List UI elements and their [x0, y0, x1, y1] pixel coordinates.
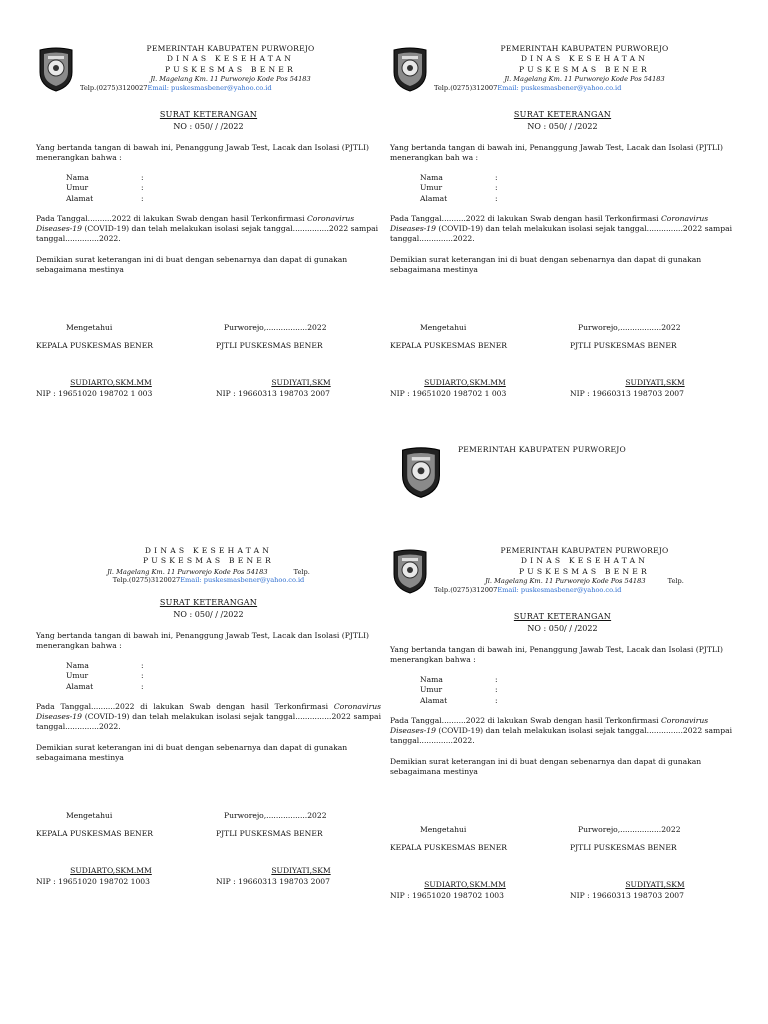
- field-age: Umur :: [66, 183, 144, 193]
- signature-left: [390, 323, 540, 399]
- field-name: Nama :: [420, 675, 498, 685]
- kop-email: Email: puskesmasbener@yahoo.co.id: [497, 83, 622, 92]
- letterhead-text: [434, 546, 735, 595]
- letterhead-text: [458, 443, 743, 454]
- stray-letterhead: [398, 443, 743, 503]
- sign-role-right: PJTLI PUSKESMAS BENER: [570, 843, 677, 853]
- field-name: Nama :: [66, 173, 144, 183]
- identity-fields: [420, 675, 735, 706]
- letter-intro: Yang bertanda tangan di bawah ini, Penanggung Jawab Test, Lacak dan Isolasi (PJTLI) menerangkan bah wa :: [390, 142, 723, 162]
- letter-title: SURAT KETERANGAN: [159, 598, 258, 607]
- sign-name-left: SUDIARTO,SKM.MM: [424, 377, 506, 387]
- sign-known: Mengetahui: [420, 323, 467, 333]
- field-name: Nama :: [420, 173, 498, 183]
- letter-number: NO : 050/ / /2022: [527, 121, 598, 131]
- kop-clinic: PUSKESMAS BENER: [143, 556, 274, 566]
- letter-body: Pada Tanggal..........2022 di lakukan Swab dengan hasil Terkonfirmasi Coronavirus Diseases-19 (COVID-19) dan telah melakukan isolasi sejak tanggal...............2022 sampai tanggal..............2022.: [36, 213, 379, 244]
- letterhead-text: [80, 44, 381, 93]
- letter-number: NO : 050/ / /2022: [173, 609, 244, 619]
- kop-department: DINAS KESEHATAN: [144, 546, 273, 555]
- sign-name-left: SUDIARTO,SKM.MM: [424, 879, 506, 889]
- signature-block: [36, 811, 381, 901]
- sign-name-right: SUDIYATI,SKM: [625, 377, 685, 387]
- kop-department: DINAS KESEHATAN: [520, 54, 649, 64]
- letter-closing: Demikian surat keterangan ini di buat dengan sebenarnya dan dapat di gunakan sebagaimana mestinya: [390, 756, 702, 776]
- sign-name-right: SUDIYATI,SKM: [271, 377, 331, 387]
- field-age: Umur :: [420, 685, 498, 695]
- kop-clinic: PUSKESMAS BENER: [519, 566, 650, 576]
- kop-government: PEMERINTAH KABUPATEN PURWOREJO: [500, 546, 669, 555]
- kop-email: Email: puskesmasbener@yahoo.co.id: [497, 585, 622, 594]
- letter-top-left: [36, 44, 381, 413]
- sign-place-date: Purworejo,.................2022: [224, 811, 327, 821]
- letter-top-right: [390, 44, 735, 413]
- field-address: Alamat :: [66, 681, 144, 691]
- signature-left: [390, 825, 540, 901]
- letter-title: SURAT KETERANGAN: [513, 612, 612, 621]
- letter-body: Pada Tanggal..........2022 di lakukan Swab dengan hasil Terkonfirmasi Coronavirus Diseases-19 (COVID-19) dan telah melakukan isolasi sejak tanggal...............2022 sampai tanggal..............2022.: [390, 213, 733, 244]
- signature-right: [570, 825, 740, 901]
- letter-title: SURAT KETERANGAN: [159, 110, 258, 119]
- kop-address: Jl. Magelang Km. 11 Purworejo Kode Pos 54183 Telp.: [485, 576, 684, 585]
- sign-place-date: Purworejo,.................2022: [224, 323, 327, 333]
- kop-email: Email: puskesmasbener@yahoo.co.id: [180, 576, 305, 585]
- sign-role-right: PJTLI PUSKESMAS BENER: [216, 341, 323, 351]
- kop-clinic: PUSKESMAS BENER: [519, 64, 650, 74]
- sign-role-right: PJTLI PUSKESMAS BENER: [216, 829, 323, 839]
- sign-name-right: SUDIYATI,SKM: [625, 879, 685, 889]
- letter-number: NO : 050/ / /2022: [173, 121, 244, 131]
- letter-intro: Yang bertanda tangan di bawah ini, Penanggung Jawab Test, Lacak dan Isolasi (PJTLI) menerangkan bahwa :: [36, 630, 369, 650]
- letter-closing: Demikian surat keterangan ini di buat dengan sebenarnya dan dapat di gunakan sebagaimana mestinya: [36, 254, 348, 274]
- sign-nip-right: NIP : 19660313 198703 2007: [570, 890, 684, 900]
- sign-role-left: KEPALA PUSKESMAS BENER: [390, 341, 507, 351]
- kop-phone: Telp.(0275)312007: [434, 83, 498, 92]
- sign-role-left: KEPALA PUSKESMAS BENER: [390, 843, 507, 853]
- kop-department: DINAS KESEHATAN: [166, 54, 295, 64]
- letter-intro: Yang bertanda tangan di bawah ini, Penanggung Jawab Test, Lacak dan Isolasi (PJTLI) menerangkan bahwa :: [36, 142, 369, 162]
- sign-nip-left: NIP : 19651020 198702 1 003: [36, 388, 153, 398]
- signature-block: [36, 323, 381, 413]
- identity-fields: [66, 173, 381, 204]
- sign-known: Mengetahui: [66, 323, 113, 333]
- letter-body: Pada Tanggal..........2022 di lakukan Swab dengan hasil Terkonfirmasi Coronavirus Diseases-19 (COVID-19) dan telah melakukan isolasi sejak tanggal...............2022 sampai tanggal..............2022.: [36, 701, 381, 732]
- kop-contact: [50, 84, 381, 93]
- letterhead: [390, 44, 735, 106]
- letterhead: [36, 546, 381, 594]
- field-address: Alamat :: [420, 193, 498, 203]
- sign-name-right: SUDIYATI,SKM: [271, 865, 331, 875]
- kop-telp: Telp.: [667, 576, 684, 585]
- sign-known: Mengetahui: [66, 811, 113, 821]
- sign-nip-left: NIP : 19651020 198702 1 003: [390, 388, 507, 398]
- kop-department: DINAS KESEHATAN: [520, 556, 649, 566]
- sign-known: Mengetahui: [420, 825, 467, 835]
- letter-title-block: [390, 110, 735, 133]
- field-age: Umur :: [420, 183, 498, 193]
- field-name: Nama :: [66, 661, 144, 671]
- field-age: Umur :: [66, 671, 144, 681]
- kop-contact: [404, 84, 735, 93]
- sign-nip-right: NIP : 19660313 198703 2007: [570, 388, 684, 398]
- kop-government: PEMERINTAH KABUPATEN PURWOREJO: [146, 44, 315, 53]
- signature-left: [36, 323, 186, 399]
- signature-right: [216, 323, 386, 399]
- kop-address: Jl. Magelang Km. 11 Purworejo Kode Pos 54183: [504, 74, 665, 83]
- letter-title-block: [36, 110, 381, 133]
- sign-nip-left: NIP : 19651020 198702 1003: [390, 890, 504, 900]
- letter-closing: Demikian surat keterangan ini di buat dengan sebenarnya dan dapat di gunakan sebagaimana mestinya: [390, 254, 702, 274]
- kop-contact: [36, 568, 381, 586]
- letter-body: Pada Tanggal..........2022 di lakukan Swab dengan hasil Terkonfirmasi Coronavirus Diseases-19 (COVID-19) dan telah melakukan isolasi sejak tanggal...............2022 sampai tanggal..............2022.: [390, 715, 733, 746]
- kop-government: PEMERINTAH KABUPATEN PURWOREJO: [458, 445, 626, 454]
- letterhead: [36, 44, 381, 106]
- identity-fields: [420, 173, 735, 204]
- kop-phone: Telp.(0275)312007: [434, 585, 498, 594]
- letter-bottom-right: [390, 546, 735, 915]
- sign-nip-left: NIP : 19651020 198702 1003: [36, 876, 150, 886]
- letter-title-block: [390, 612, 735, 635]
- kop-government: PEMERINTAH KABUPATEN PURWOREJO: [500, 44, 669, 53]
- kop-address: Jl. Magelang Km. 11 Purworejo Kode Pos 54183: [107, 567, 268, 576]
- identity-fields: [66, 661, 381, 692]
- sign-nip-right: NIP : 19660313 198703 2007: [216, 388, 330, 398]
- letter-bottom-left: [36, 546, 381, 901]
- letterhead-text: [434, 44, 735, 93]
- sign-role-left: KEPALA PUSKESMAS BENER: [36, 341, 153, 351]
- sign-name-left: SUDIARTO,SKM.MM: [70, 377, 152, 387]
- signature-right: [570, 323, 740, 399]
- signature-right: [216, 811, 386, 887]
- field-address: Alamat :: [66, 193, 144, 203]
- kop-email: Email: puskesmasbener@yahoo.co.id: [147, 83, 272, 92]
- letter-title-block: [36, 598, 381, 621]
- kop-clinic: PUSKESMAS BENER: [165, 64, 296, 74]
- kop-address: Jl. Magelang Km. 11 Purworejo Kode Pos 54183: [150, 74, 311, 83]
- kop-contact: [404, 586, 735, 595]
- signature-block: [390, 825, 735, 915]
- letter-closing: Demikian surat keterangan ini di buat dengan sebenarnya dan dapat di gunakan sebagaimana mestinya: [36, 742, 348, 762]
- signature-block: [390, 323, 735, 413]
- kop-telp: Telp.: [293, 567, 310, 576]
- sign-role-right: PJTLI PUSKESMAS BENER: [570, 341, 677, 351]
- kop-phone: Telp.(0275)3120027: [112, 576, 181, 585]
- sign-place-date: Purworejo,.................2022: [578, 825, 681, 835]
- sign-role-left: KEPALA PUSKESMAS BENER: [36, 829, 153, 839]
- sign-place-date: Purworejo,.................2022: [578, 323, 681, 333]
- letterhead: [390, 546, 735, 608]
- field-address: Alamat :: [420, 695, 498, 705]
- sign-name-left: SUDIARTO,SKM.MM: [70, 865, 152, 875]
- letter-number: NO : 050/ / /2022: [527, 623, 598, 633]
- sign-nip-right: NIP : 19660313 198703 2007: [216, 876, 330, 886]
- kop-phone: Telp.(0275)3120027: [80, 83, 148, 92]
- regency-seal-icon: [398, 445, 444, 499]
- letter-title: SURAT KETERANGAN: [513, 110, 612, 119]
- signature-left: [36, 811, 186, 887]
- letter-intro: Yang bertanda tangan di bawah ini, Penanggung Jawab Test, Lacak dan Isolasi (PJTLI) menerangkan bahwa :: [390, 644, 723, 664]
